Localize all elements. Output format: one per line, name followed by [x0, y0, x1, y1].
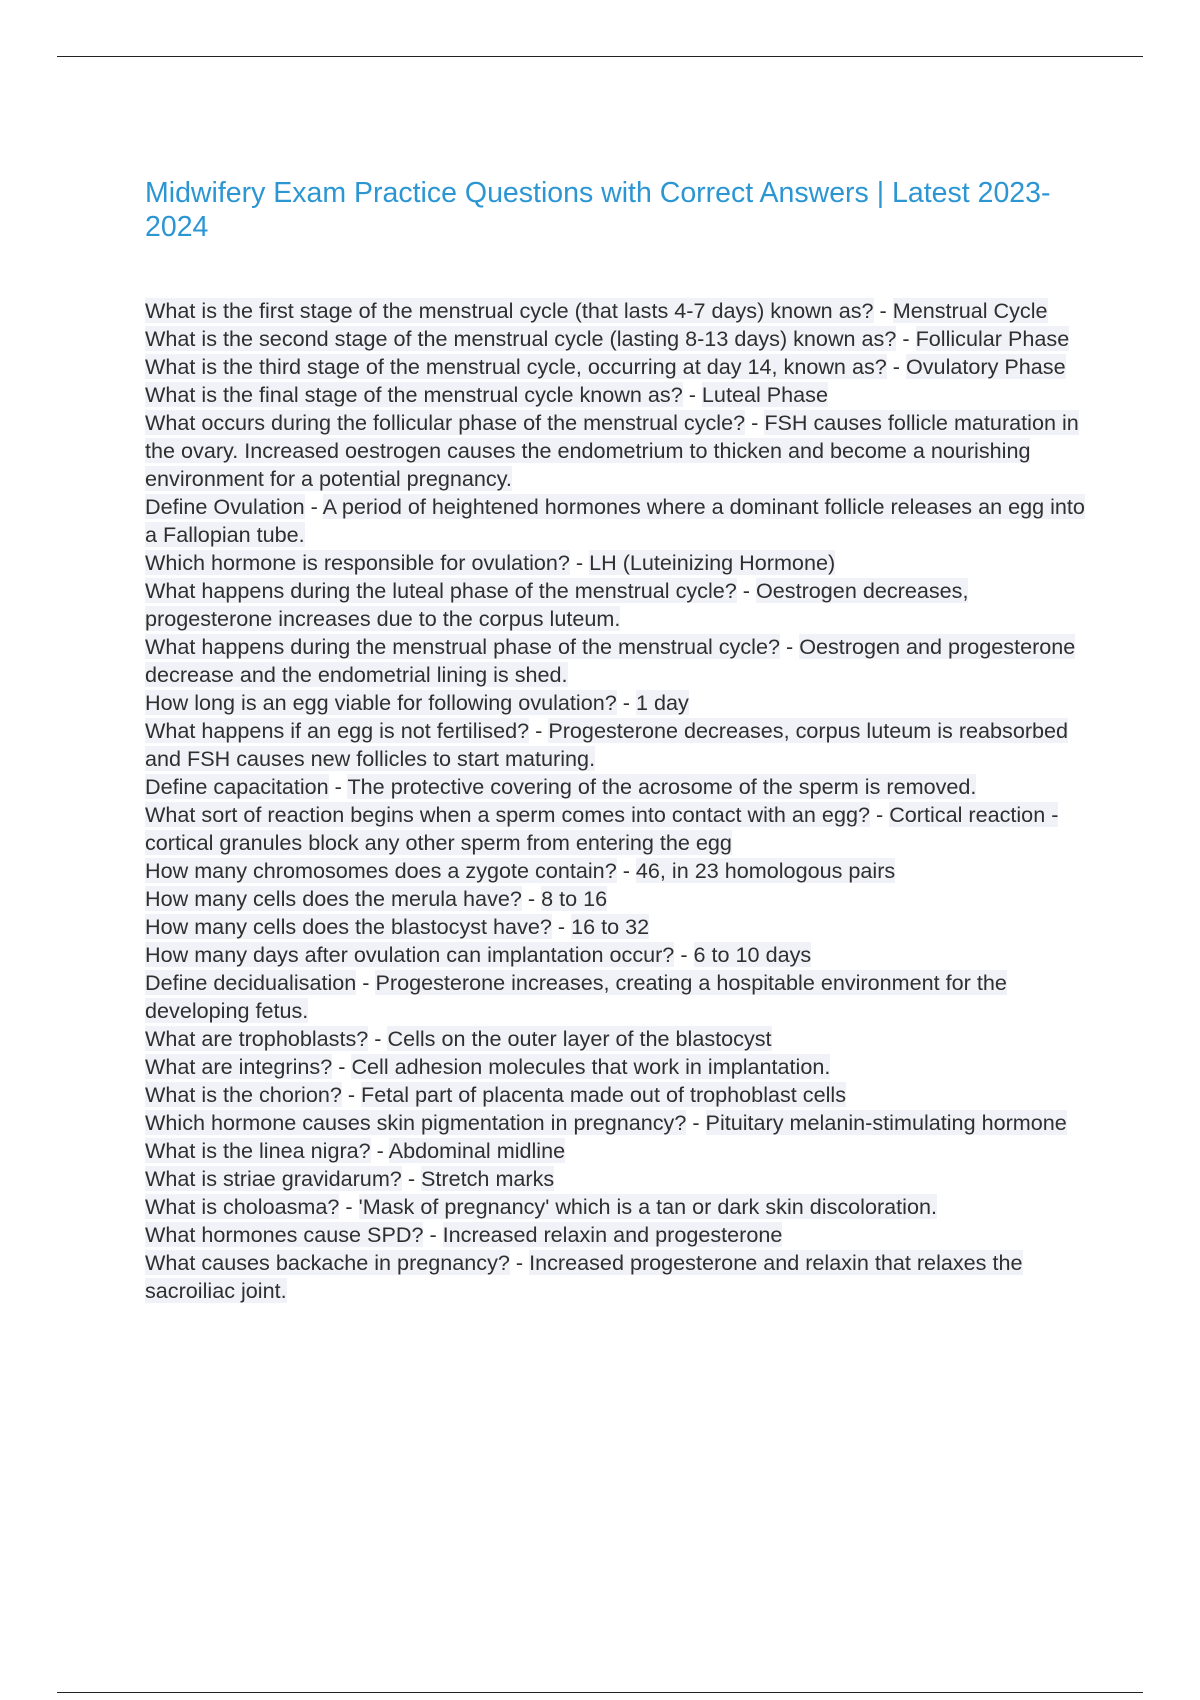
question: How many chromosomes does a zygote contain? — [145, 858, 617, 883]
qa-item — [145, 1249, 1095, 1305]
question: Define Ovulation — [145, 494, 305, 519]
answer: Abdominal midline — [388, 1138, 566, 1163]
answer: Progesterone decreases, corpus luteum is reabsorbed and FSH causes new follicles to start maturing. — [145, 718, 1069, 771]
question: What sort of reaction begins when a sperm comes into contact with an egg? — [145, 802, 870, 827]
page-header-rule — [57, 56, 1143, 57]
question: What occurs during the follicular phase of the menstrual cycle? — [145, 410, 746, 435]
answer: 16 to 32 — [571, 914, 650, 939]
question: Define capacitation — [145, 774, 329, 799]
qa-item — [145, 1081, 1095, 1109]
separator: - — [341, 1082, 362, 1107]
question: What is the third stage of the menstrual cycle, occurring at day 14, known as? — [145, 354, 887, 379]
separator: - — [779, 634, 800, 659]
answer: 'Mask of pregnancy' which is a tan or dark skin discoloration. — [358, 1194, 937, 1219]
answer: FSH causes follicle maturation in the ovary. Increased oestrogen causes the endometrium to thicken and become a nourishing environment for a potential pregnancy. — [145, 410, 1079, 491]
separator: - — [616, 690, 636, 715]
qa-item — [145, 325, 1095, 353]
answer: 8 to 16 — [541, 886, 608, 911]
question: What happens during the menstrual phase of the menstrual cycle? — [145, 634, 780, 659]
qa-item — [145, 493, 1095, 549]
separator: - — [616, 858, 636, 883]
qa-item — [145, 297, 1095, 325]
answer: LH (Luteinizing Hormone) — [589, 550, 836, 575]
qa-item — [145, 1053, 1095, 1081]
question: What is the second stage of the menstrual cycle (lasting 8-13 days) known as? — [145, 326, 897, 351]
separator: - — [873, 298, 893, 323]
page-footer-rule — [57, 1692, 1143, 1693]
answer: The protective covering of the acrosome of the sperm is removed. — [347, 774, 977, 799]
qa-item — [145, 1137, 1095, 1165]
separator: - — [423, 1222, 443, 1247]
separator: - — [686, 1110, 706, 1135]
question: What is the final stage of the menstrual cycle known as? — [145, 382, 683, 407]
qa-item — [145, 773, 1095, 801]
answer: 46, in 23 homologous pairs — [635, 858, 896, 883]
separator: - — [886, 354, 906, 379]
qa-item — [145, 941, 1095, 969]
qa-item — [145, 577, 1095, 633]
question: What is the chorion? — [145, 1082, 342, 1107]
answer: 6 to 10 days — [693, 942, 812, 967]
answer: A period of heightened hormones where a dominant follicle releases an egg into a Fallopian tube. — [145, 494, 1085, 547]
separator: - — [869, 802, 890, 827]
question: What are trophoblasts? — [145, 1026, 369, 1051]
document-title: Midwifery Exam Practice Questions with Correct Answers | Latest 2023-2024 — [145, 177, 1051, 243]
question: What happens if an egg is not fertilised? — [145, 718, 530, 743]
separator: - — [339, 1194, 359, 1219]
question: Which hormone causes skin pigmentation in pregnancy? — [145, 1110, 687, 1135]
answer: Luteal Phase — [701, 382, 828, 407]
qa-item — [145, 353, 1095, 381]
separator: - — [745, 410, 765, 435]
qa-item — [145, 689, 1095, 717]
separator: - — [368, 1026, 388, 1051]
separator: - — [529, 718, 549, 743]
question: What hormones cause SPD? — [145, 1222, 424, 1247]
separator: - — [401, 1166, 422, 1191]
question: What causes backache in pregnancy? — [145, 1250, 510, 1275]
qa-item — [145, 717, 1095, 773]
qa-item — [145, 913, 1095, 941]
answer: Progesterone increases, creating a hospitable environment for the developing fetus. — [145, 970, 1007, 1023]
separator: - — [569, 550, 590, 575]
question: What is the first stage of the menstrual cycle (that lasts 4-7 days) known as? — [145, 298, 874, 323]
question: What is the linea nigra? — [145, 1138, 371, 1163]
separator: - — [370, 1138, 389, 1163]
separator: - — [356, 970, 376, 995]
answer: Follicular Phase — [915, 326, 1070, 351]
question: What is choloasma? — [145, 1194, 340, 1219]
separator: - — [332, 1054, 352, 1079]
qa-item — [145, 1193, 1095, 1221]
separator: - — [304, 494, 323, 519]
separator: - — [551, 914, 572, 939]
qa-item — [145, 1221, 1095, 1249]
question: How many cells does the merula have? — [145, 886, 522, 911]
answer: Cell adhesion molecules that work in implantation. — [351, 1054, 831, 1079]
answer: Cortical reaction - cortical granules block any other sperm from entering the egg — [145, 802, 1059, 855]
separator: - — [674, 942, 694, 967]
separator: - — [736, 578, 756, 603]
separator: - — [682, 382, 702, 407]
question: What happens during the luteal phase of the menstrual cycle? — [145, 578, 737, 603]
question: What are integrins? — [145, 1054, 333, 1079]
answer: Cells on the outer layer of the blastocyst — [387, 1026, 772, 1051]
separator: - — [328, 774, 348, 799]
qa-item — [145, 1109, 1095, 1137]
answer: Stretch marks — [421, 1166, 555, 1191]
question: What is striae gravidarum? — [145, 1166, 402, 1191]
question: Which hormone is responsible for ovulation? — [145, 550, 570, 575]
answer: Increased relaxin and progesterone — [442, 1222, 783, 1247]
separator: - — [896, 326, 916, 351]
answer: Increased progesterone and relaxin that relaxes the sacroiliac joint. — [145, 1250, 1023, 1303]
question: How long is an egg viable for following ovulation? — [145, 690, 617, 715]
question: How many cells does the blastocyst have? — [145, 914, 552, 939]
answer: Menstrual Cycle — [892, 298, 1048, 323]
answer: Oestrogen decreases, progesterone increases due to the corpus luteum. — [145, 578, 969, 631]
answer: Ovulatory Phase — [905, 354, 1066, 379]
qa-item — [145, 885, 1095, 913]
question: Define decidualisation — [145, 970, 357, 995]
qa-item — [145, 633, 1095, 689]
qa-item — [145, 857, 1095, 885]
separator: - — [509, 1250, 530, 1275]
separator: - — [521, 886, 542, 911]
answer: Fetal part of placenta made out of trophoblast cells — [361, 1082, 846, 1107]
qa-item — [145, 1165, 1095, 1193]
qa-item — [145, 801, 1095, 857]
question: How many days after ovulation can implantation occur? — [145, 942, 675, 967]
answer: Pituitary melanin-stimulating hormone — [705, 1110, 1067, 1135]
answer: Oestrogen and progesterone decrease and the endometrial lining is shed. — [145, 634, 1076, 687]
qa-list — [145, 297, 1095, 1305]
qa-item — [145, 381, 1095, 409]
qa-item — [145, 1025, 1095, 1053]
qa-item — [145, 409, 1095, 493]
qa-item — [145, 969, 1095, 1025]
qa-item — [145, 549, 1095, 577]
answer: 1 day — [635, 690, 689, 715]
